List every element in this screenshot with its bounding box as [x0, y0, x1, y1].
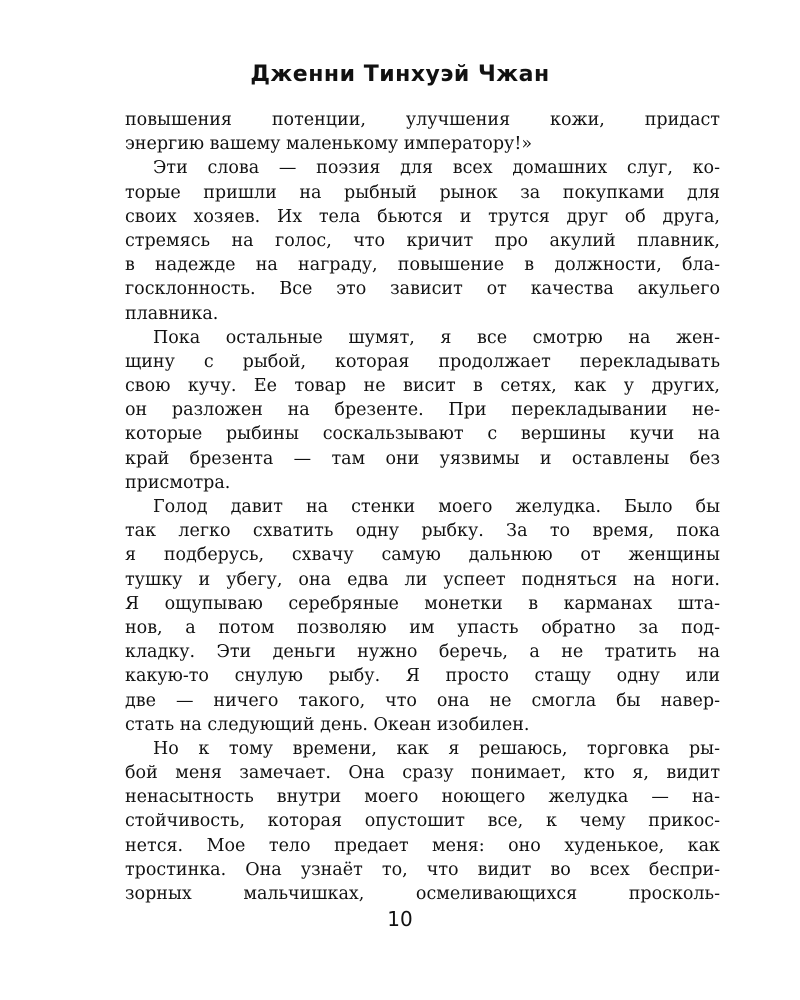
text-line: нов, а потом позволяю им упасть обратно за под-	[125, 617, 720, 638]
text-line: я подберусь, схвачу самую дальнюю от женщины	[125, 545, 720, 566]
text-line: Но к тому времени, как я решаюсь, торговка ры-	[153, 738, 720, 759]
text-line: кладку. Эти деньги нужно беречь, а не тратить на	[125, 642, 720, 663]
text-line: бой меня замечает. Она сразу понимает, кто я, видит	[125, 763, 720, 784]
page-number: 10	[387, 907, 413, 931]
text-line: он разложен на брезенте. При перекладывании не-	[125, 400, 720, 421]
text-line: какую-то снулую рыбу. Я просто стащу одну или	[125, 666, 720, 687]
text-line: повышения потенции, улучшения кожи, придаст	[125, 110, 720, 130]
text-line: присмотра.	[125, 472, 231, 493]
text-line: свою кучу. Ее товар не висит в сетях, как у других,	[125, 376, 720, 397]
text-line: которые рыбины соскальзывают с вершины кучи на	[125, 424, 720, 445]
text-line: Я ощупываю серебряные монетки в карманах шта-	[125, 593, 720, 614]
text-line: стойчивость, которая опустошит все, к чему прикос-	[125, 811, 720, 832]
text-line: энергию вашему маленькому императору!»	[125, 134, 533, 155]
text-line: тростинка. Она узнаёт то, что видит во всех беспри-	[125, 859, 720, 880]
text-line: Эти слова — поэзия для всех домашних слуг, ко-	[153, 158, 720, 179]
text-line: торые пришли на рыбный рынок за покупками для	[125, 182, 720, 203]
text-line: тушку и убегу, она едва ли успеет подняться на ноги.	[125, 569, 720, 590]
text-line: стремясь на голос, что кричит про акулий плавник,	[125, 230, 720, 251]
text-line: Голод давит на стенки моего желудка. Было бы	[153, 497, 720, 517]
text-line: в надежде на награду, повышение в должности, бла-	[125, 255, 720, 276]
text-line: зорных мальчишках, осмеливающихся просколь-	[125, 884, 720, 904]
text-line: щину с рыбой, которая продолжает перекладывать	[125, 351, 720, 372]
text-line: своих хозяев. Их тела бьются и трутся друг об друга,	[125, 206, 720, 227]
text-line: нется. Мое тело предает меня: оно худенькое, как	[125, 835, 720, 856]
text-line: ненасытность внутри моего ноющего желудка — на-	[125, 787, 720, 808]
text-line: край брезента — там они уязвимы и оставлены без	[125, 448, 720, 469]
text-line: стать на следующий день. Океан изобилен.	[125, 714, 530, 735]
text-line: плавника.	[125, 303, 219, 324]
text-line: Пока остальные шумят, я все смотрю на жен-	[153, 327, 720, 348]
text-line: госклонность. Все это зависит от качества акульего	[125, 279, 720, 300]
text-line: так легко схватить одну рыбку. За то время, пока	[125, 521, 720, 542]
running-title: Дженни Тинхуэй Чжан	[250, 62, 550, 87]
text-line: две — ничего такого, что она не смогла бы навер-	[125, 690, 720, 711]
body-text	[125, 108, 720, 906]
